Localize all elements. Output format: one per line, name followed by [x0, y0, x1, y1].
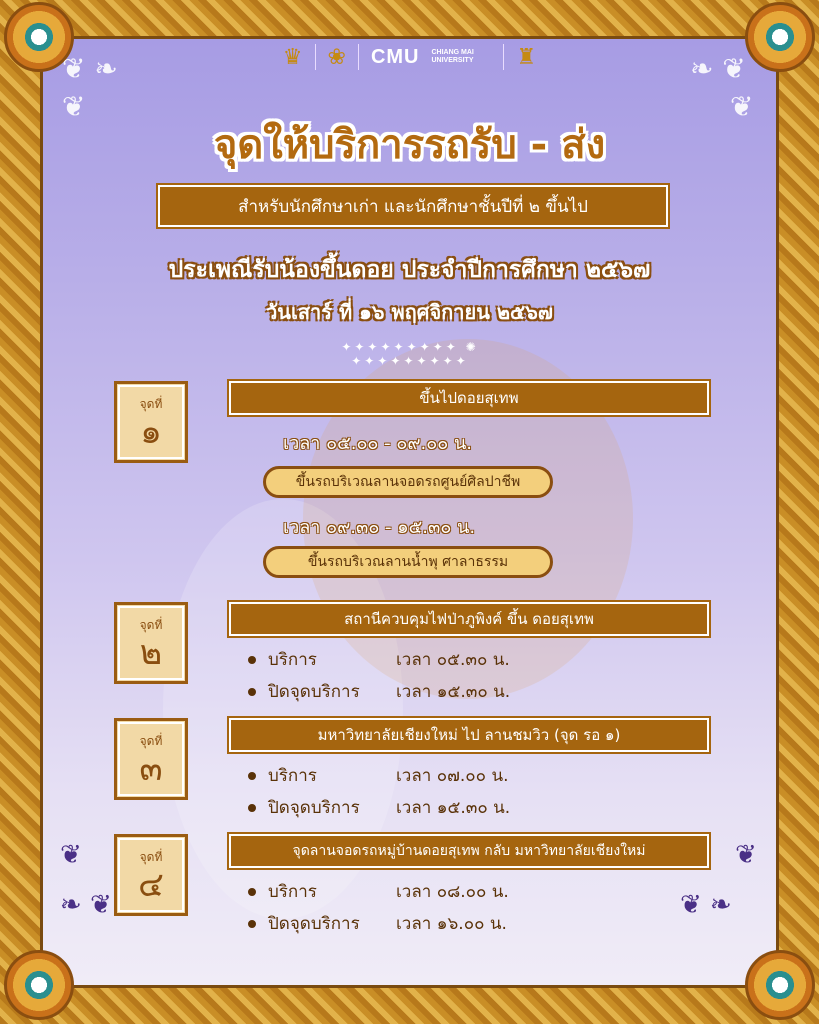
point-label: จุดที่ — [139, 849, 163, 864]
scroll-ornament-icon: ❦ ❧ — [62, 52, 118, 85]
scroll-ornament-icon: ❦ ❧ — [680, 890, 732, 920]
point-badge-2 — [114, 602, 188, 684]
service-row — [248, 878, 509, 905]
event-date: วันเสาร์ ที่ ๑๖ พฤศจิกายน ๒๕๖๗ — [266, 300, 553, 324]
university-logo: CMU — [370, 45, 420, 68]
bullet-icon — [248, 804, 256, 812]
corner-ornament-bottom-left — [4, 950, 74, 1020]
time-range: เวลา ๐๙.๓๐ - ๑๕.๓๐ น. — [283, 517, 476, 538]
time-range: เวลา ๐๕.๐๐ - ๐๙.๐๐ น. — [283, 433, 472, 454]
bullet-icon — [248, 688, 256, 696]
point-label: จุดที่ — [139, 396, 163, 411]
bullet-icon — [248, 772, 256, 780]
pickup-location: ขึ้นรถบริเวณลานน้ำพุ ศาลาธรรม — [263, 546, 553, 578]
service-time: เวลา ๑๕.๓๐ น. — [396, 798, 511, 818]
logo-bar — [0, 44, 819, 70]
service-label: บริการ — [268, 882, 317, 902]
temple-emblem-icon: ♜ — [516, 44, 537, 70]
bullet-icon — [248, 920, 256, 928]
divider — [315, 44, 316, 70]
service-row — [248, 910, 507, 937]
point-number: ๒ — [139, 632, 163, 673]
service-row — [248, 762, 508, 789]
scroll-ornament-icon: ❧ ❦ — [60, 890, 112, 920]
point-badge-4 — [114, 834, 188, 916]
route-banner-2: สถานีควบคุมไฟป่าภูพิงค์ ขึ้น ดอยสุเทพ — [229, 602, 709, 636]
bullet-icon — [248, 888, 256, 896]
service-time: เวลา ๐๘.๐๐ น. — [396, 882, 509, 902]
service-row — [248, 794, 510, 821]
route-banner-4: จุดลานจอดรถหมู่บ้านดอยสุเทพ กลับ มหาวิทยาลัยเชียงใหม่ — [229, 834, 709, 868]
service-time: เวลา ๑๕.๓๐ น. — [396, 682, 511, 702]
service-time: เวลา ๐๗.๐๐ น. — [396, 766, 509, 786]
pickup-location: ขึ้นรถบริเวณลานจอดรถศูนย์ศิลปาชีพ — [263, 466, 553, 498]
point-number: ๓ — [139, 748, 163, 789]
service-time: เวลา ๐๕.๓๐ น. — [396, 650, 510, 670]
point-number: ๑ — [140, 411, 162, 452]
service-label: ปิดจุดบริการ — [268, 798, 360, 818]
service-label: ปิดจุดบริการ — [268, 914, 360, 934]
university-sub-logo: CHIANG MAI UNIVERSITY — [431, 49, 474, 64]
point-label: จุดที่ — [139, 733, 163, 748]
decorative-divider: ✦✦✦✦✦✦✦✦✦ ✺ ✦✦✦✦✦✦✦✦✦ — [341, 340, 479, 368]
service-label: ปิดจุดบริการ — [268, 682, 360, 702]
royal-emblem-icon: ♛ — [282, 44, 303, 70]
scroll-ornament-icon: ❧ ❦ — [690, 52, 746, 85]
event-name: ประเพณีรับน้องขึ้นดอย ประจำปีการศึกษา ๒๕๖๗ — [168, 257, 651, 283]
scroll-ornament-icon: ❦ — [730, 90, 754, 123]
subtitle-banner: สำหรับนักศึกษาเก่า และนักศึกษาชั้นปีที่ ๒ ขึ้นไป — [158, 185, 668, 227]
divider — [358, 44, 359, 70]
scroll-ornament-icon: ❦ — [60, 840, 82, 870]
route-banner-3: มหาวิทยาลัยเชียงใหม่ ไป ลานชมวิว (จุด รอ ๑) — [229, 718, 709, 752]
service-label: บริการ — [268, 766, 317, 786]
divider — [503, 44, 504, 70]
anniversary-emblem-icon: ❀ — [327, 44, 346, 70]
scroll-ornament-icon: ❦ — [735, 840, 757, 870]
route-banner-1: ขึ้นไปดอยสุเทพ — [229, 381, 709, 415]
service-time: เวลา ๑๖.๐๐ น. — [396, 914, 507, 934]
corner-ornament-bottom-right — [745, 950, 815, 1020]
point-label: จุดที่ — [139, 617, 163, 632]
bullet-icon — [248, 656, 256, 664]
point-badge-3 — [114, 718, 188, 800]
page-title: จุดให้บริการรถรับ - ส่ง — [213, 122, 606, 168]
service-row — [248, 646, 510, 673]
scroll-ornament-icon: ❦ — [62, 90, 86, 123]
point-badge-1 — [114, 381, 188, 463]
point-number: ๔ — [138, 864, 164, 905]
service-row — [248, 678, 510, 705]
service-label: บริการ — [268, 650, 317, 670]
